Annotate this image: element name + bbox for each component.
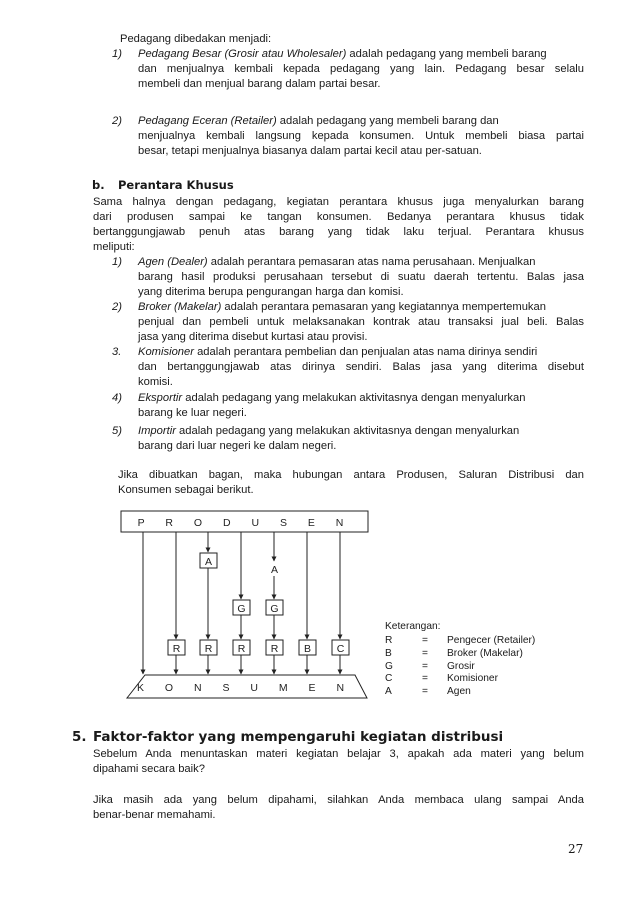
agen-box-label: A xyxy=(204,556,213,568)
pedagang-item-1-line3: membeli dan menjual barang dalam partai besar. xyxy=(138,78,381,90)
bagan-intro-line1: Jika dibuatkan bagan, maka hubungan antara Produsen, Saluran Distribusi dan xyxy=(118,469,584,481)
retailer-box-1-label: R xyxy=(172,643,181,655)
section-5-p2-line1: Jika masih ada yang belum dipahami, silahkan Anda membaca ulang sampai Anda xyxy=(93,794,584,806)
perantara-item-2: 2) Broker (Makelar) adalah perantara pemasaran yang kegiatannya mempertemukan xyxy=(112,301,546,313)
konsumen-label: K O N S U M E N xyxy=(136,682,354,694)
legend-title: Keterangan: xyxy=(385,621,441,632)
retailer-box-3-label: R xyxy=(237,643,246,655)
legend-row-c: C = Komisioner xyxy=(385,673,498,684)
retailer-box-4-label: R xyxy=(270,643,279,655)
section-5-p1-line1: Sebelum Anda menuntaskan materi kegiatan belajar 3, apakah ada materi yang belum xyxy=(93,748,584,760)
perantara-item-4: 4) Eksportir adalah pedagang yang melakukan aktivitasnya dengan menyalurkan xyxy=(112,392,526,404)
legend-row-b: B = Broker (Makelar) xyxy=(385,648,523,659)
section-5-number: 5. xyxy=(72,729,87,745)
agen-text-label: A xyxy=(270,564,279,576)
section-b-letter: b. xyxy=(92,178,105,192)
page-number: 27 xyxy=(568,842,584,856)
section-5-p2-line2: benar-benar memahami. xyxy=(93,809,216,821)
pedagang-item-2-line3: besar, tetapi menjualnya biasanya dalam partai kecil atau per-satuan. xyxy=(138,145,482,157)
pedagang-item-1: 1) Pedagang Besar (Grosir atau Wholesaler) adalah pedagang yang membeli barang xyxy=(112,48,547,60)
section-b-title: Perantara Khusus xyxy=(118,178,234,192)
perantara-item-3: 3. Komisioner adalah perantara pembelian dan penjualan atas nama dirinya sendiri xyxy=(112,346,538,358)
pedagang-item-2: 2) Pedagang Eceran (Retailer) adalah pedagang yang membeli barang dan xyxy=(112,115,499,127)
perantara-item-5: 5) Importir adalah pedagang yang melakukan aktivitasnya dengan menyalurkan xyxy=(112,425,520,437)
grosir-box-2-label: G xyxy=(270,603,279,615)
pedagang-item-1-line2: dan menjualnya kembali kepada pedagang yang lain. Pedagang besar selalu xyxy=(138,63,584,75)
intro-text: Pedagang dibedakan menjadi: xyxy=(120,33,272,45)
perantara-item-1: 1) Agen (Dealer) adalah perantara pemasaran atas nama perusahaan. Menjualkan xyxy=(112,256,536,268)
grosir-box-1-label: G xyxy=(237,603,246,615)
retailer-box-2-label: R xyxy=(204,643,213,655)
bagan-intro-line2: Konsumen sebagai berikut. xyxy=(118,484,254,496)
broker-box-label: B xyxy=(303,643,312,655)
legend-row-a: A = Agen xyxy=(385,686,471,697)
legend-row-g: G = Grosir xyxy=(385,661,475,672)
section-5-title: Faktor-faktor yang mempengaruhi kegiatan distribusi xyxy=(93,729,504,745)
produsen-label: P R O D U S E N xyxy=(137,517,353,529)
komisioner-box-label: C xyxy=(336,643,345,655)
section-5-p1-line2: dipahami secara baik? xyxy=(93,763,205,775)
legend-row-r: R = Pengecer (Retailer) xyxy=(385,635,536,646)
pedagang-item-2-line2: menjualnya kembali langsung kepada konsumen. Untuk membeli biasa partai xyxy=(138,130,584,142)
